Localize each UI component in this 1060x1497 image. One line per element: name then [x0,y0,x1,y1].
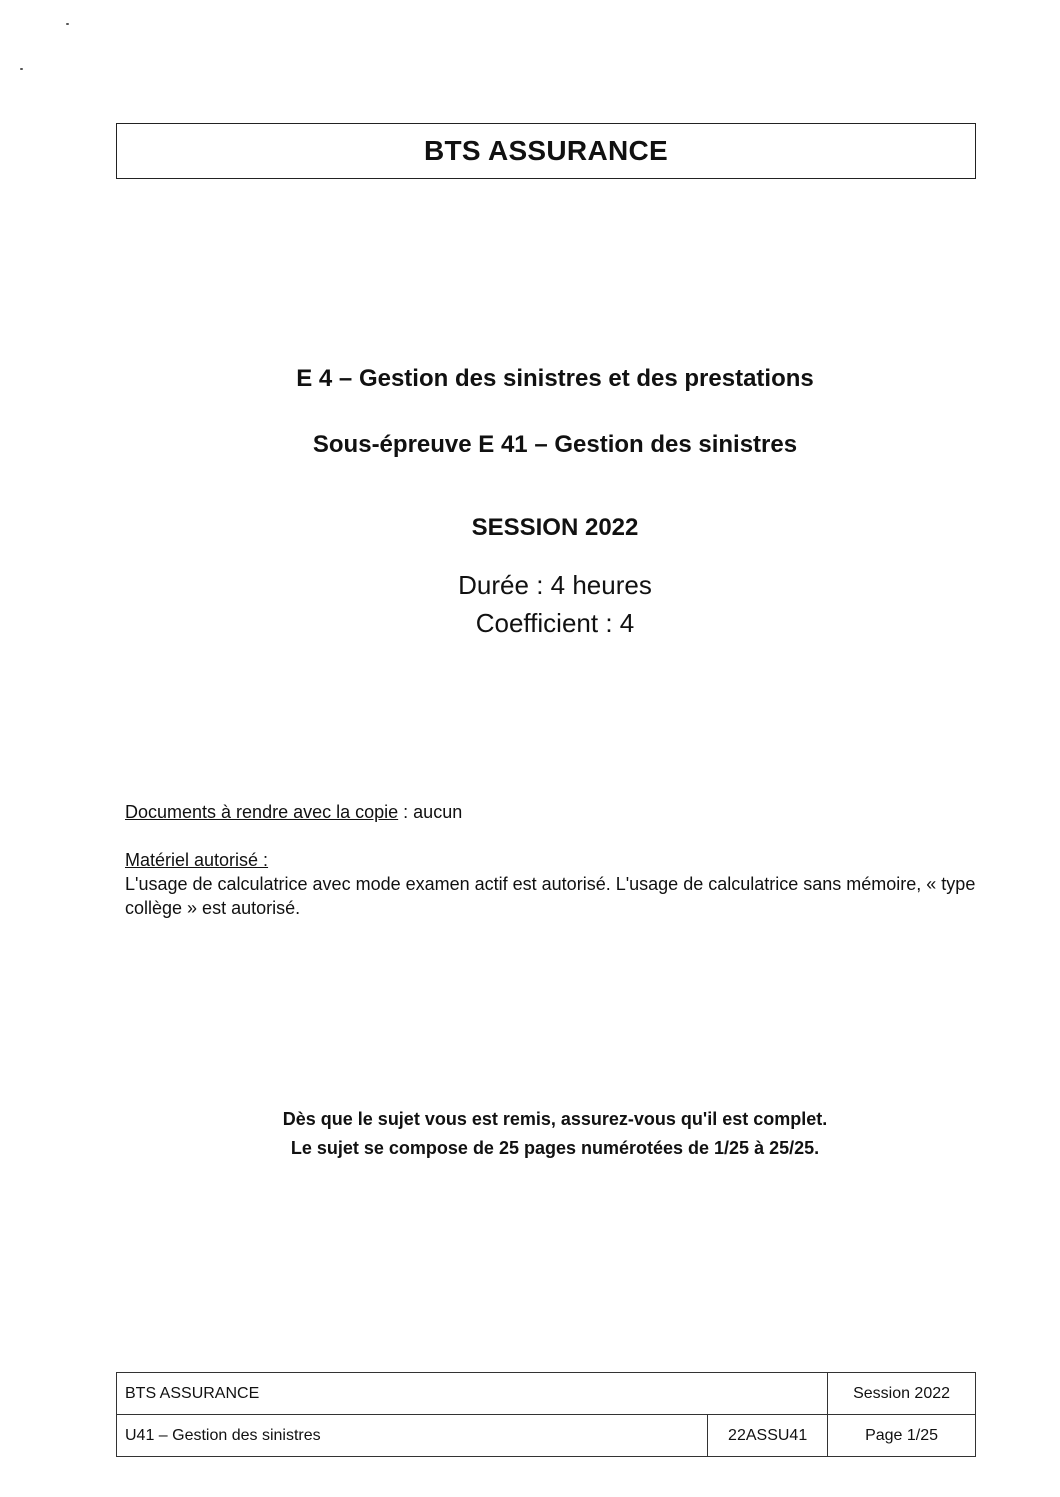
footer-row [117,1373,976,1415]
scan-speck [66,23,69,25]
footer-program: BTS ASSURANCE [117,1373,828,1415]
page-count-notice: Le sujet se compose de 25 pages numérotées de 1/25 à 25/25. [290,1138,820,1158]
footer-row [117,1415,976,1457]
footer-code: 22ASSU41 [708,1415,828,1457]
footer-unit: U41 – Gestion des sinistres [117,1415,708,1457]
epreuve-title: E 4 – Gestion des sinistres et des prestations [296,365,814,392]
documents-value: aucun [413,802,463,822]
exam-coefficient: Coefficient : 4 [475,608,635,638]
scan-speck [20,68,23,70]
documents-label: Documents à rendre avec la copie [125,802,399,822]
materiel-label: Matériel autorisé : [125,850,269,870]
document-title: BTS ASSURANCE [424,135,668,166]
exam-duration: Durée : 4 heures [458,570,652,600]
materiel-text: L'usage de calculatrice avec mode examen actif est autorisé. L'usage de calculatrice sans mémoire, « type collège » est autorisé. [125,874,976,918]
session-title: SESSION 2022 [471,514,639,541]
completeness-notice: Dès que le sujet vous est remis, assurez-vous qu'il est complet. [282,1109,828,1129]
sous-epreuve-title: Sous-épreuve E 41 – Gestion des sinistres [312,431,798,458]
footer-session: Session 2022 [828,1373,976,1415]
documents-separator: : [398,802,414,822]
footer-table [116,1372,976,1457]
footer-page: Page 1/25 [828,1415,976,1457]
document-title-box [116,123,976,179]
documents-line [125,800,462,824]
